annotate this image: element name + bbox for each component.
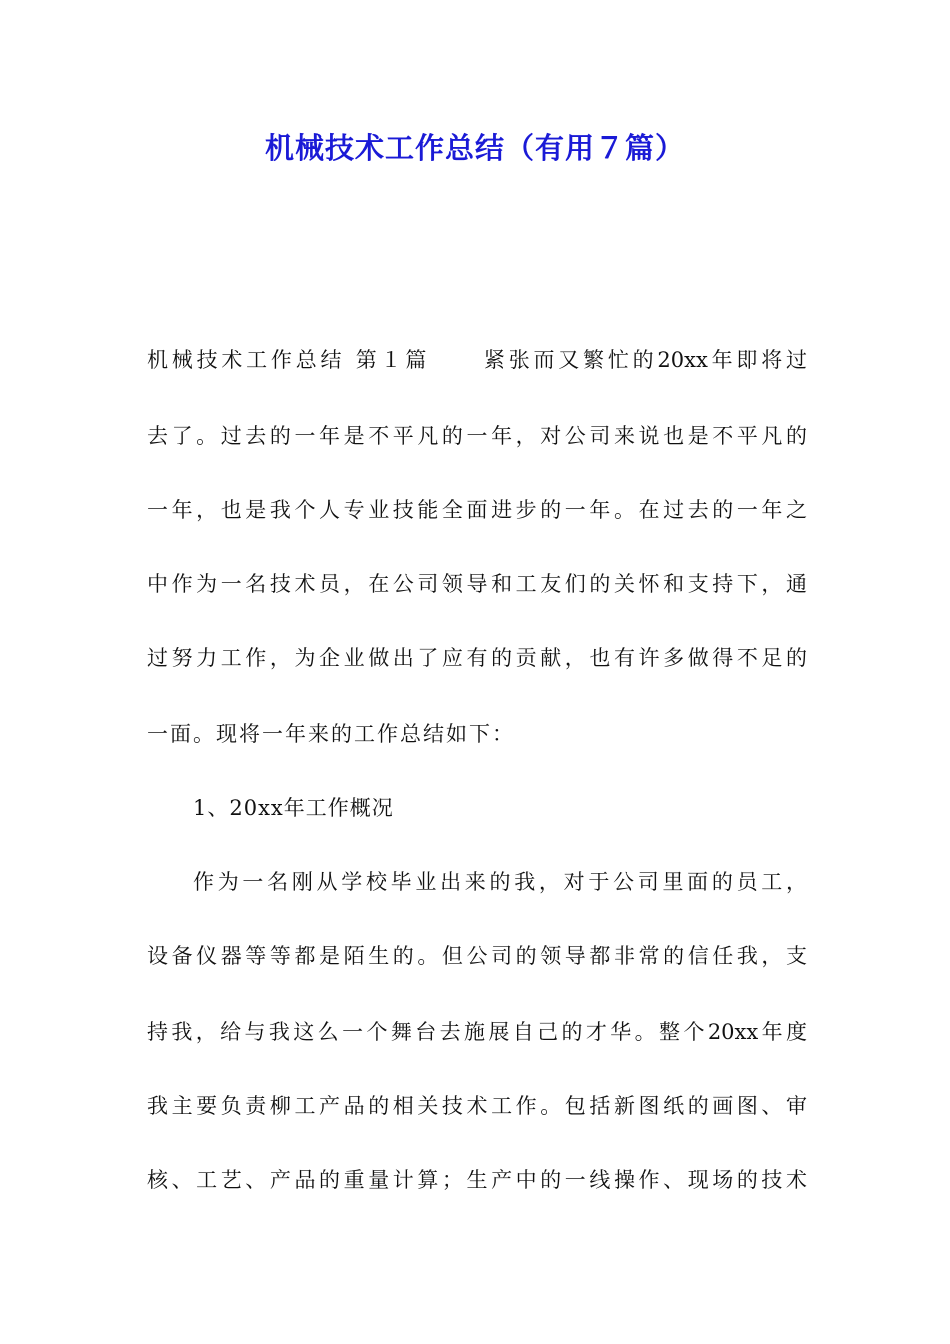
paragraph-line: 中作为一名技术员，在公司领导和工友们的关怀和支持下，通 bbox=[147, 572, 807, 596]
paragraph-text: 紧张而又繁忙的20xx年即将过 bbox=[480, 348, 807, 372]
paragraph-line: 核、工艺、产品的重量计算；生产中的一线操作、现场的技术 bbox=[147, 1168, 807, 1192]
paragraph-line: 去了。过去的一年是不平凡的一年，对公司来说也是不平凡的 bbox=[147, 424, 807, 448]
paragraph-line: 我主要负责柳工产品的相关技术工作。包括新图纸的画图、审 bbox=[147, 1094, 807, 1118]
section-heading: 1、20xx年工作概况 bbox=[193, 796, 394, 820]
document-title: 机械技术工作总结（有用７篇） bbox=[264, 131, 685, 165]
paragraph-line: 持我，给与我这么一个舞台去施展自己的才华。整个20xx年度 bbox=[147, 1020, 807, 1044]
paragraph-line: 作为一名刚从学校毕业出来的我，对于公司里面的员工， bbox=[193, 870, 807, 894]
paragraph-line: 一年，也是我个人专业技能全面进步的一年。在过去的一年之 bbox=[147, 498, 807, 522]
paragraph-line: 设备仪器等等都是陌生的。但公司的领导都非常的信任我，支 bbox=[147, 944, 807, 968]
paragraph-line bbox=[147, 340, 807, 380]
paragraph-line: 一面。现将一年来的工作总结如下： bbox=[147, 722, 515, 746]
section-label: 机械技术工作总结 第１篇 bbox=[147, 348, 431, 372]
paragraph-line: 过努力工作，为企业做出了应有的贡献，也有许多做得不足的 bbox=[147, 646, 807, 670]
